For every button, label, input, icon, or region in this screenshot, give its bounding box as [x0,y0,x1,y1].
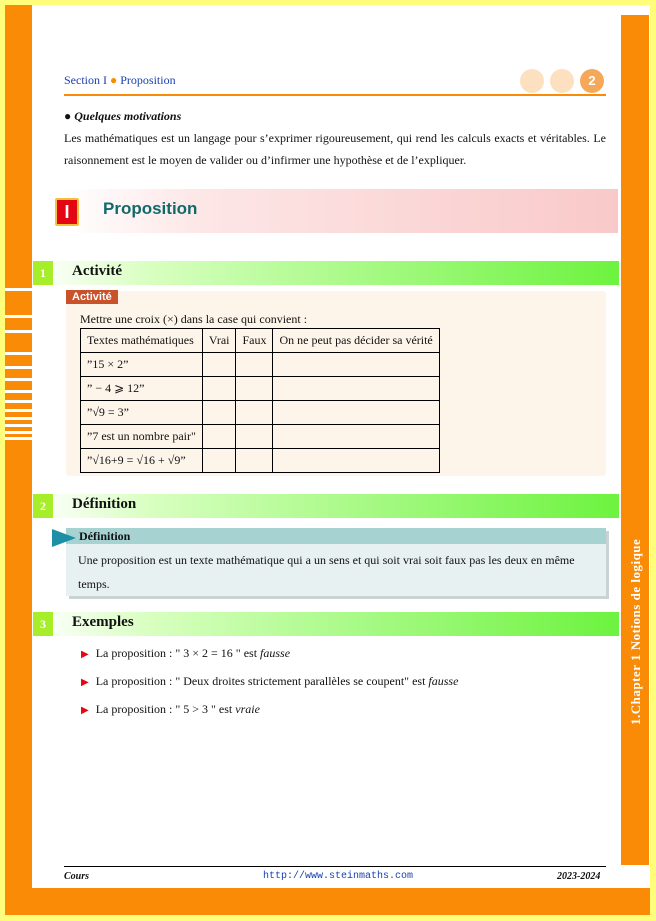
activity-label: Activité [66,290,118,304]
triangle-bullet-icon: ▶ [81,705,89,716]
table-cell-faux[interactable] [236,425,273,449]
definition-label: Définition [79,529,131,543]
chapter-side-label: 1.Chapter 1 Notions de logique [628,538,643,725]
decor-stripe [5,352,32,355]
motivations-title-text: Quelques motivations [74,109,182,123]
left-orange-strip [5,5,32,915]
table-row [81,401,440,425]
table-header: Faux [236,329,273,353]
example-verdict: fausse [428,674,459,688]
table-row [81,425,440,449]
table-cell-faux[interactable] [236,449,273,473]
table-cell-undecidable[interactable] [273,449,439,473]
decor-stripe [5,390,32,393]
footer-left: Cours [64,871,90,882]
triangle-bullet-icon: ▶ [81,649,89,660]
example-item [81,646,290,661]
decor-stripe [5,424,32,427]
definition-text: Une proposition est un texte mathématique qui a un sens et qui soit vrai soit faux pas les deux en même temps. [78,553,575,591]
motivations-text: Les mathématiques est un langage pour s’exprimer rigoureusement, qui rend les calculs exacts et véritables. Le raisonnement est le moyen de valider ou d’infirmer une hypothèse et de l’expliquer. [64,131,606,167]
table-header-row [81,329,440,353]
table-cell-vrai[interactable] [202,425,236,449]
table-cell-text: ”√9 = 3” [81,401,203,425]
section-title: Proposition [103,199,198,218]
decor-stripe [5,315,32,318]
footer-rule [64,866,606,867]
table-row [81,353,440,377]
table-cell-text: ”7 est un nombre pair" [81,425,203,449]
header-circle-decor [520,69,544,93]
header-rule [64,94,606,96]
bullet-icon: ● [64,109,72,123]
table-header: Vrai [202,329,236,353]
example-text: La proposition : " 5 > 3 " est [95,702,236,716]
decor-stripe [5,288,32,291]
table-cell-faux[interactable] [236,401,273,425]
decor-stripe [5,378,32,381]
definition-header [66,528,606,544]
table-cell-text: ”15 × 2” [81,353,203,377]
example-text: La proposition : " 3 × 2 = 16 " est [95,646,261,660]
page-number: 2 [580,69,604,93]
table-cell-faux[interactable] [236,377,273,401]
decor-stripe [5,400,32,403]
decor-stripe [5,417,32,420]
table-cell-undecidable[interactable] [273,401,439,425]
table-cell-vrai[interactable] [202,449,236,473]
header-section[interactable]: Section I [64,73,107,87]
subsection-number: 3 [33,612,53,636]
subsection-number: 2 [33,494,53,518]
arrow-right-icon [52,529,76,547]
example-item [81,674,458,689]
table-cell-faux[interactable] [236,353,273,377]
subsection-title: Activité [72,263,122,279]
table-cell-undecidable[interactable] [273,353,439,377]
subsection-number: 1 [33,261,53,285]
example-text: La proposition : " Deux droites strictement parallèles se coupent" est [95,674,429,688]
footer-year: 2023-2024 [557,871,601,882]
truth-table [80,328,440,473]
example-item [81,702,260,717]
activity-intro: Mettre une croix (×) dans la case qui convient : [80,312,308,326]
header-title[interactable]: Proposition [120,73,176,87]
table-cell-undecidable[interactable] [273,377,439,401]
document-page [5,5,650,915]
subsection-title: Exemples [72,614,134,630]
decor-stripe [5,366,32,369]
decor-stripe [5,330,32,333]
table-cell-vrai[interactable] [202,401,236,425]
table-row [81,377,440,401]
decor-stripe [5,431,32,434]
motivations-title [64,109,181,124]
example-verdict: vraie [235,702,260,716]
table-cell-vrai[interactable] [202,353,236,377]
decor-stripe [5,437,32,440]
section-badge: I [55,198,79,226]
table-row [81,449,440,473]
table-cell-text: ”√16+9 = √16 + √9” [81,449,203,473]
decor-stripe [5,409,32,412]
table-cell-vrai[interactable] [202,377,236,401]
table-header: On ne peut pas décider sa vérité [273,329,439,353]
subsection-title: Définition [72,496,137,512]
table-cell-text: ” − 4 ⩾ 12” [81,377,203,401]
table-cell-undecidable[interactable] [273,425,439,449]
header-circle-decor [550,69,574,93]
triangle-bullet-icon: ▶ [81,677,89,688]
table-header: Textes mathématiques [81,329,203,353]
bottom-orange-band [5,888,650,915]
example-verdict: fausse [260,646,291,660]
header-dot-icon: ● [110,73,118,87]
footer-url-link[interactable]: http://www.steinmaths.com [263,871,414,882]
right-orange-strip [621,15,649,865]
